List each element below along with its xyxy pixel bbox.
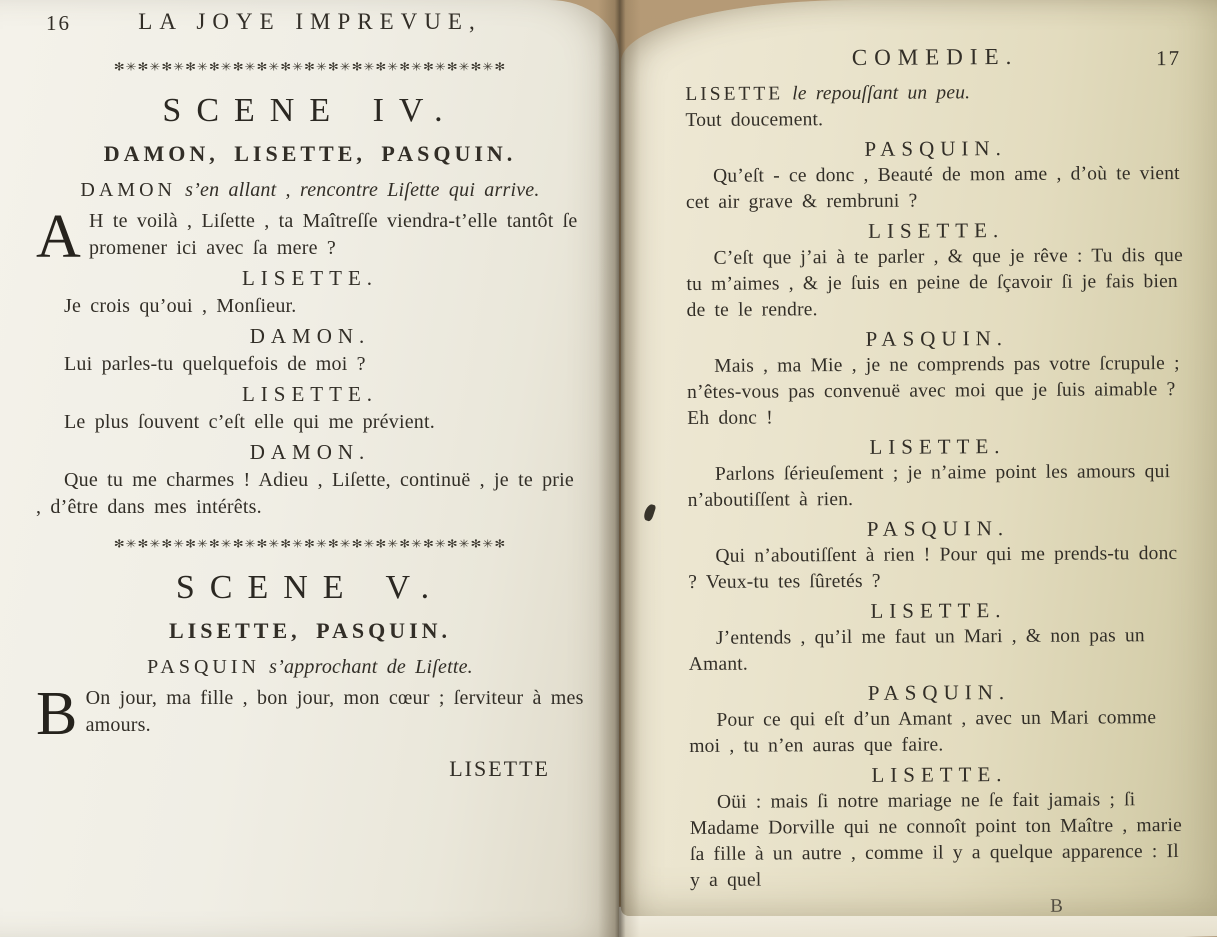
speaker-pasquin: PASQUIN.: [867, 680, 1011, 705]
direction-italic-text: le repouſſant un peu.: [792, 82, 971, 105]
speaker-lisette: LISETTE.: [869, 434, 1006, 459]
speaker-pasquin: PASQUIN.: [866, 516, 1010, 541]
stage-direction-pasquin: [36, 654, 584, 681]
speaker-pasquin: PASQUIN.: [864, 136, 1007, 161]
left-running-title: LA JOYE IMPREVUE,: [138, 9, 482, 34]
catchword: LISETTE: [449, 756, 550, 781]
ink-blot-mark: [643, 503, 657, 522]
pasquin-line: Mais , ma Mie , je ne comprends pas votre ſcrupule ; n’êtes-vous pas convenuë avec moi que je ſuis aimable ? Eh donc !: [687, 352, 1180, 429]
pasquin-line: Qu’eſt - ce donc , Beauté de mon ame , d’où te vient cet air grave & rembruni ?: [685, 162, 1180, 213]
damon-line: Lui parles-tu quelquefois de moi ?: [64, 353, 366, 375]
right-page-text-column: [685, 43, 1190, 922]
lisette-line: J’entends , qu’il me faut un Mari , & non pas un Amant.: [688, 625, 1145, 675]
speaker-damon: DAMON.: [249, 440, 371, 464]
left-page-header: [36, 8, 584, 44]
pasquin-line: Qui n’aboutiſſent à rien ! Pour qui me prends-tu donc ? Veux-tu tes ſûretés ?: [688, 543, 1178, 593]
left-page-text-column: [36, 8, 584, 782]
speaker-pasquin: PASQUIN.: [865, 326, 1009, 351]
pasquin-line: Pour ce qui eſt d’un Amant , avec un Mari comme moi , tu n’en auras que faire.: [689, 707, 1157, 757]
right-page-number: 17: [1156, 45, 1182, 71]
direction-italic-text: s’approchant de Liſette.: [269, 656, 473, 678]
scene-v-heading: SCENE V.: [175, 569, 445, 606]
lisette-line: Oüi : mais ſi notre mariage ne ſe fait jamais ; ſi Madame Dorville qui ne connoît point ton Maître , marie ſa fille à un autre , comme il y a quelque apparence : Il y a quel: [689, 789, 1182, 891]
speaker-lisette: LISETTE.: [870, 598, 1007, 623]
stage-direction-lisette: [685, 79, 1185, 108]
damon-line: Que tu me charmes ! Adieu , Liſette, continuë , je te prie , d’être dans mes intérêts.: [36, 469, 575, 518]
stage-direction-damon: [36, 177, 584, 204]
direction-character-name: LISETTE: [685, 83, 784, 105]
direction-italic-text: s’en allant , rencontre Liſette qui arrive.: [185, 179, 540, 201]
scene-iv-heading: SCENE IV.: [162, 92, 458, 129]
right-running-title: COMEDIE.: [851, 43, 1019, 70]
ornament-row-top: ✻✳✻✳✻✳✻✳✻✳✻✳✻✳✻✳✻✳✻✳✻✳✻✳✻✳✻✳✻✳✻✳✻: [113, 61, 507, 74]
direction-character-name: PASQUIN: [147, 656, 260, 678]
book-page-right: [621, 0, 1217, 916]
lisette-line: Le plus ſouvent c’eſt elle qui me prévient.: [64, 411, 435, 433]
drop-cap-b: B: [36, 680, 78, 748]
damon-speech-dropcap: [36, 203, 584, 271]
drop-cap-a: A: [36, 203, 81, 271]
speaker-lisette: LISETTE.: [871, 762, 1008, 787]
lisette-line: Je crois qu’oui , Monſieur.: [64, 295, 297, 317]
speaker-lisette: LISETTE.: [868, 218, 1005, 243]
lisette-line: Parlons ſérieuſement ; je n’aime point les amours qui n’aboutiſſent à rien.: [687, 461, 1171, 511]
right-page-header: [685, 43, 1185, 82]
signature-mark: B: [1050, 895, 1064, 917]
speaker-lisette: LISETTE.: [241, 382, 379, 406]
lisette-line: C’eſt que j’ai à te parler , & que je rêve : Tu dis que tu m’aimes , & je ſuis en peine de ſçavoir ſi je fais bien de te le rendre.: [686, 244, 1184, 321]
left-page-number: 16: [46, 11, 71, 35]
speaker-damon: DAMON.: [249, 324, 371, 348]
pasquin-speech-text: On jour, ma fille , bon jour, mon cœur ; ſerviteur à mes amours.: [85, 687, 584, 736]
pasquin-speech-dropcap: [36, 680, 584, 748]
direction-character-name: DAMON: [80, 179, 176, 201]
lisette-line: Tout doucement.: [685, 109, 824, 131]
speaker-lisette: LISETTE.: [241, 266, 379, 290]
ornament-row-middle: ✻✳✻✳✻✳✻✳✻✳✻✳✻✳✻✳✻✳✻✳✻✳✻✳✻✳✻✳✻✳✻✳✻: [113, 538, 507, 551]
scene-v-characters: LISETTE, PASQUIN.: [168, 618, 452, 643]
scene-iv-characters: DAMON, LISETTE, PASQUIN.: [103, 141, 517, 166]
damon-speech-text: H te voilà , Liſette , ta Maîtreſſe viendra-t’elle tantôt ſe promener ici avec ſa mere ?: [88, 210, 578, 259]
